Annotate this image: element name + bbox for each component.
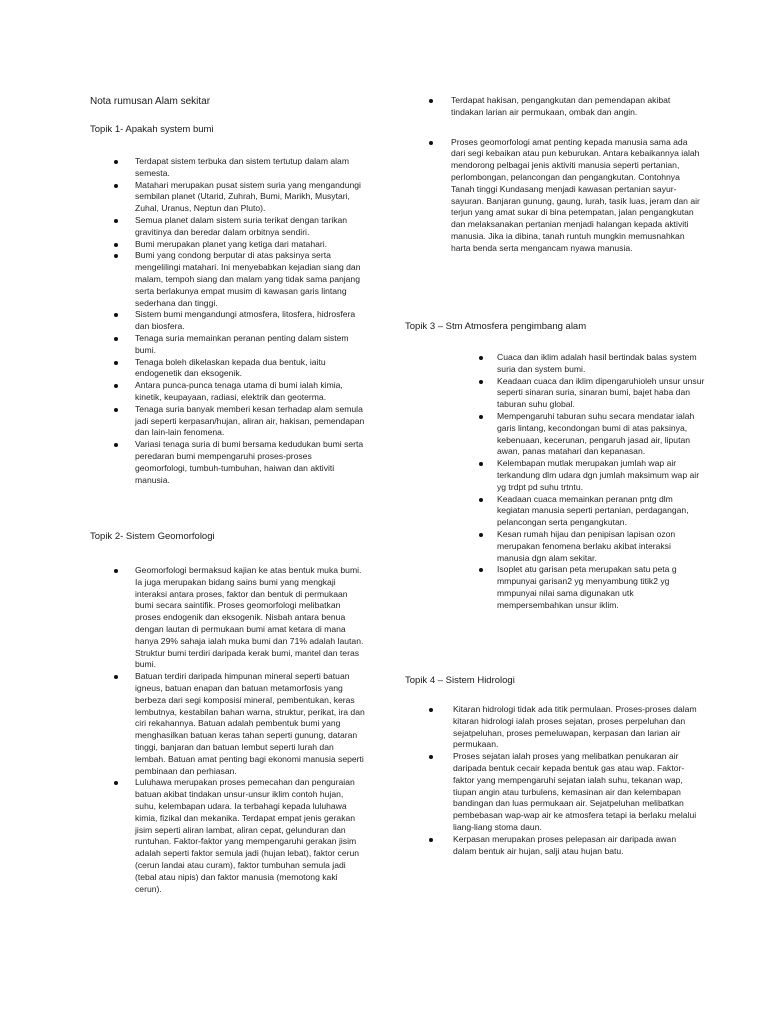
list-item: Keadaan cuaca dan iklim dipengaruhioleh unsur unsur seperti sinaran suria, sinaran bumi, bajet haba dan taburan suhu global. [405,376,705,411]
bullet-icon [429,708,433,712]
bullet-icon [114,361,118,365]
bullet-icon [429,141,433,145]
bullet-icon [114,569,118,573]
bullet-icon [114,408,118,412]
bullet-icon [429,99,433,103]
bullet-icon [479,356,483,360]
list-item: Kerpasan merupakan proses pelepasan air daripada awan dalam bentuk air hujan, salji atau hujan batu. [405,834,700,858]
bullet-icon [479,568,483,572]
bullet-icon [114,219,118,223]
list-item: Mempengaruhi taburan suhu secara mendatar ialah garis lintang, kecondongan bumi di atas paksinya, kebenuaan, kecerunan, pengaruh jasad air, liputan awan, panas matahari dan kepanasan. [405,411,705,458]
topic-3-list [405,352,705,612]
topic-3-heading: Topik 3 – Stm Atmosfera pengimbang alam [405,321,587,332]
bullet-icon [479,415,483,419]
list-item: Tenaga suria memainkan peranan penting dalam sistem bumi. [90,333,365,357]
topic-1-list [90,156,365,486]
list-item: Bumi yang condong berputar di atas paksinya serta mengelilingi matahari. Ini menyebabkan kejadian siang dan malam, tempoh siang dan malam yang tidak sama panjang serta berlakunya empat musim di kawasan garis lintang sederhana dan tinggi. [90,250,365,309]
bullet-icon [114,337,118,341]
list-item: Kesan rumah hijau dan penipisan lapisan ozon merupakan fenomena berlaku akibat interaksi manusia dgn alam sekitar. [405,529,705,564]
list-item: Sistem bumi mengandungi atmosfera, litosfera, hidrosfera dan biosfera. [90,309,365,333]
bullet-icon [429,755,433,759]
bullet-icon [114,443,118,447]
list-item: Antara punca-punca tenaga utama di bumi ialah kimia, kinetik, keupayaan, radiasi, elektrik dan geoterma. [90,380,365,404]
bullet-icon [479,498,483,502]
bullet-icon [479,380,483,384]
topic-2-list-continued [405,95,700,255]
topic-4-list [405,704,700,857]
list-item: Keadaan cuaca memainkan peranan pntg dlm kegiatan manusia seperti pertanian, perdagangan, pelancongan serta pengangkutan. [405,494,705,529]
list-item: Proses geomorfologi amat penting kepada manusia sama ada dari segi kebaikan atau pun keburukan. Antara kebaikannya ialah mendorong pelbagai jenis aktiviti manusia seperti pertanian, perlombongan, pelancongan dan pengangkutan. Contohnya Tanah tinggi Kundasang menjadi kawasan pertanian sayur-sayuran. Banjaran gunung, gaung, lurah, tasik luas, jeram dan air terjun yang amat sukar di bina petempatan, jalan pengangkutan dan melaksanakan pertanian menjadi halangan kepada aktiviti manusia. Jika ia dibina, tanah runtuh mungkin memusnahkan harta benda serta mengancam nyawa manusia. [405,137,700,255]
list-item: Cuaca dan iklim adalah hasil bertindak balas system suria dan system bumi. [405,352,705,376]
topic-2-list [90,565,365,895]
list-item: Semua planet dalam sistem suria terikat dengan tarikan gravitinya dan beredar dalam orbitnya sendiri. [90,215,365,239]
bullet-icon [114,184,118,188]
list-item: Tenaga suria banyak memberi kesan terhadap alam semula jadi seperti kerpasan/hujan, aliran air, hakisan, pemendapan dan lain-lain fenomena. [90,404,365,439]
list-item: Bumi merupakan planet yang ketiga dari matahari. [90,239,365,251]
list-item: Terdapat sistem terbuka dan sistem tertutup dalam alam semesta. [90,156,365,180]
topic-4-heading: Topik 4 – Sistem Hidrologi [405,675,515,686]
list-item: Tenaga boleh dikelaskan kepada dua bentuk, iaitu endogenetik dan eksogenik. [90,357,365,381]
bullet-icon [429,838,433,842]
document-title: Nota rumusan Alam sekitar [90,96,211,107]
list-item: Terdapat hakisan, pengangkutan dan pemendapan akibat tindakan larian air permukaan, ombak dan angin. [405,95,700,119]
bullet-icon [479,533,483,537]
bullet-icon [114,781,118,785]
bullet-icon [114,675,118,679]
list-item: Geomorfologi bermaksud kajian ke atas bentuk muka bumi. Ia juga merupakan bidang sains bumi yang mengkaji interaksi antara proses, faktor dan bentuk di permukaan bumi secara saintifik. Proses geomorfologi melibatkan proses endogenik dan eksogenik. Nisbah antara benua dengan lautan di permukaan bumi amat ketara di mana hanya 29% sahaja ialah muka bumi dan 71% adalah lautan. Struktur bumi terdiri daripada kerak bumi, mantel dan teras bumi. [90,565,365,671]
list-item: Luluhawa merupakan proses pemecahan dan penguraian batuan akibat tindakan unsur-unsur iklim contoh hujan, suhu, kelembapan udara. Ia terbahagi kepada luluhawa kimia, fizikal dan mekanika. Terdapat empat jenis gerakan jisim seperti aliran lambat, aliran cepat, gelunduran dan runtuhan. Faktor-faktor yang mempengaruhi gerakan jisim adalah seperti faktor semula jadi (hujan lebat), faktor cerun (cerun landai atau curam), faktor tumbuhan semula jadi (tebal atau nipis) dan faktor manusia (memotong kaki cerun). [90,777,365,895]
topic-1-heading: Topik 1- Apakah system bumi [90,124,214,135]
bullet-icon [114,243,118,247]
list-item: Isoplet atu garisan peta merupakan satu peta g mmpunyai garisan2 yg menyambung titik2 yg mmpunyai nilai sama digunakan utk mempersembahkan unsur iklim. [405,564,705,611]
list-item: Variasi tenaga suria di bumi bersama kedudukan bumi serta peredaran bumi mempengaruhi proses-proses geomorfologi, tumbuh-tumbuhan, haiwan dan aktiviti manusia. [90,439,365,486]
bullet-icon [114,384,118,388]
list-item: Batuan terdiri daripada himpunan mineral seperti batuan igneus, batuan enapan dan batuan metamorfosis yang berbeza dari segi komposisi mineral, pembentukan, keras lembutnya, kestabilan bahan warna, struktur, perikat, ira dan ciri rekahannya. Batuan adalah pembentuk bumi yang menghasilkan batuan keras tahan seperti gunung, dataran tinggi, banjaran dan batuan lembut seperti lurah dan lembah. Batuan amat penting bagi ekonomi manusia seperti pembinaan dan perhiasan. [90,671,365,777]
bullet-icon [114,254,118,258]
bullet-icon [479,462,483,466]
list-item: Matahari merupakan pusat sistem suria yang mengandungi sembilan planet (Utarid, Zuhrah, Bumi, Marikh, Musytari, Zuhal, Uranus, Neptun dan Pluto). [90,180,365,215]
list-item: Kelembapan mutlak merupakan jumlah wap air terkandung dlm udara dgn jumlah maksimum wap air yg trdpt pd suhu trtntu. [405,458,705,493]
bullet-icon [114,313,118,317]
list-item: Proses sejatan ialah proses yang melibatkan penukaran air daripada bentuk cecair kepada bentuk gas atau wap. Faktor-faktor yang mempengaruhi sejatan ialah suhu, tekanan wap, tiupan angin atau turbulens, kemasinan air dan kelembapan bandingan dan luas permukaan air. Sejatpeluhan melibatkan pembebasan wap-wap air ke atmosfera tetapi ia berlaku melalui liang-liang stoma daun. [405,751,700,834]
bullet-icon [114,160,118,164]
list-item: Kitaran hidrologi tidak ada titik permulaan. Proses-proses dalam kitaran hidrologi ialah proses sejatan, proses perpeluhan dan sejatpeluhan, proses pemeluwapan, kerpasan dan larian air permukaan. [405,704,700,751]
topic-2-heading: Topik 2- Sistem Geomorfologi [90,531,215,542]
